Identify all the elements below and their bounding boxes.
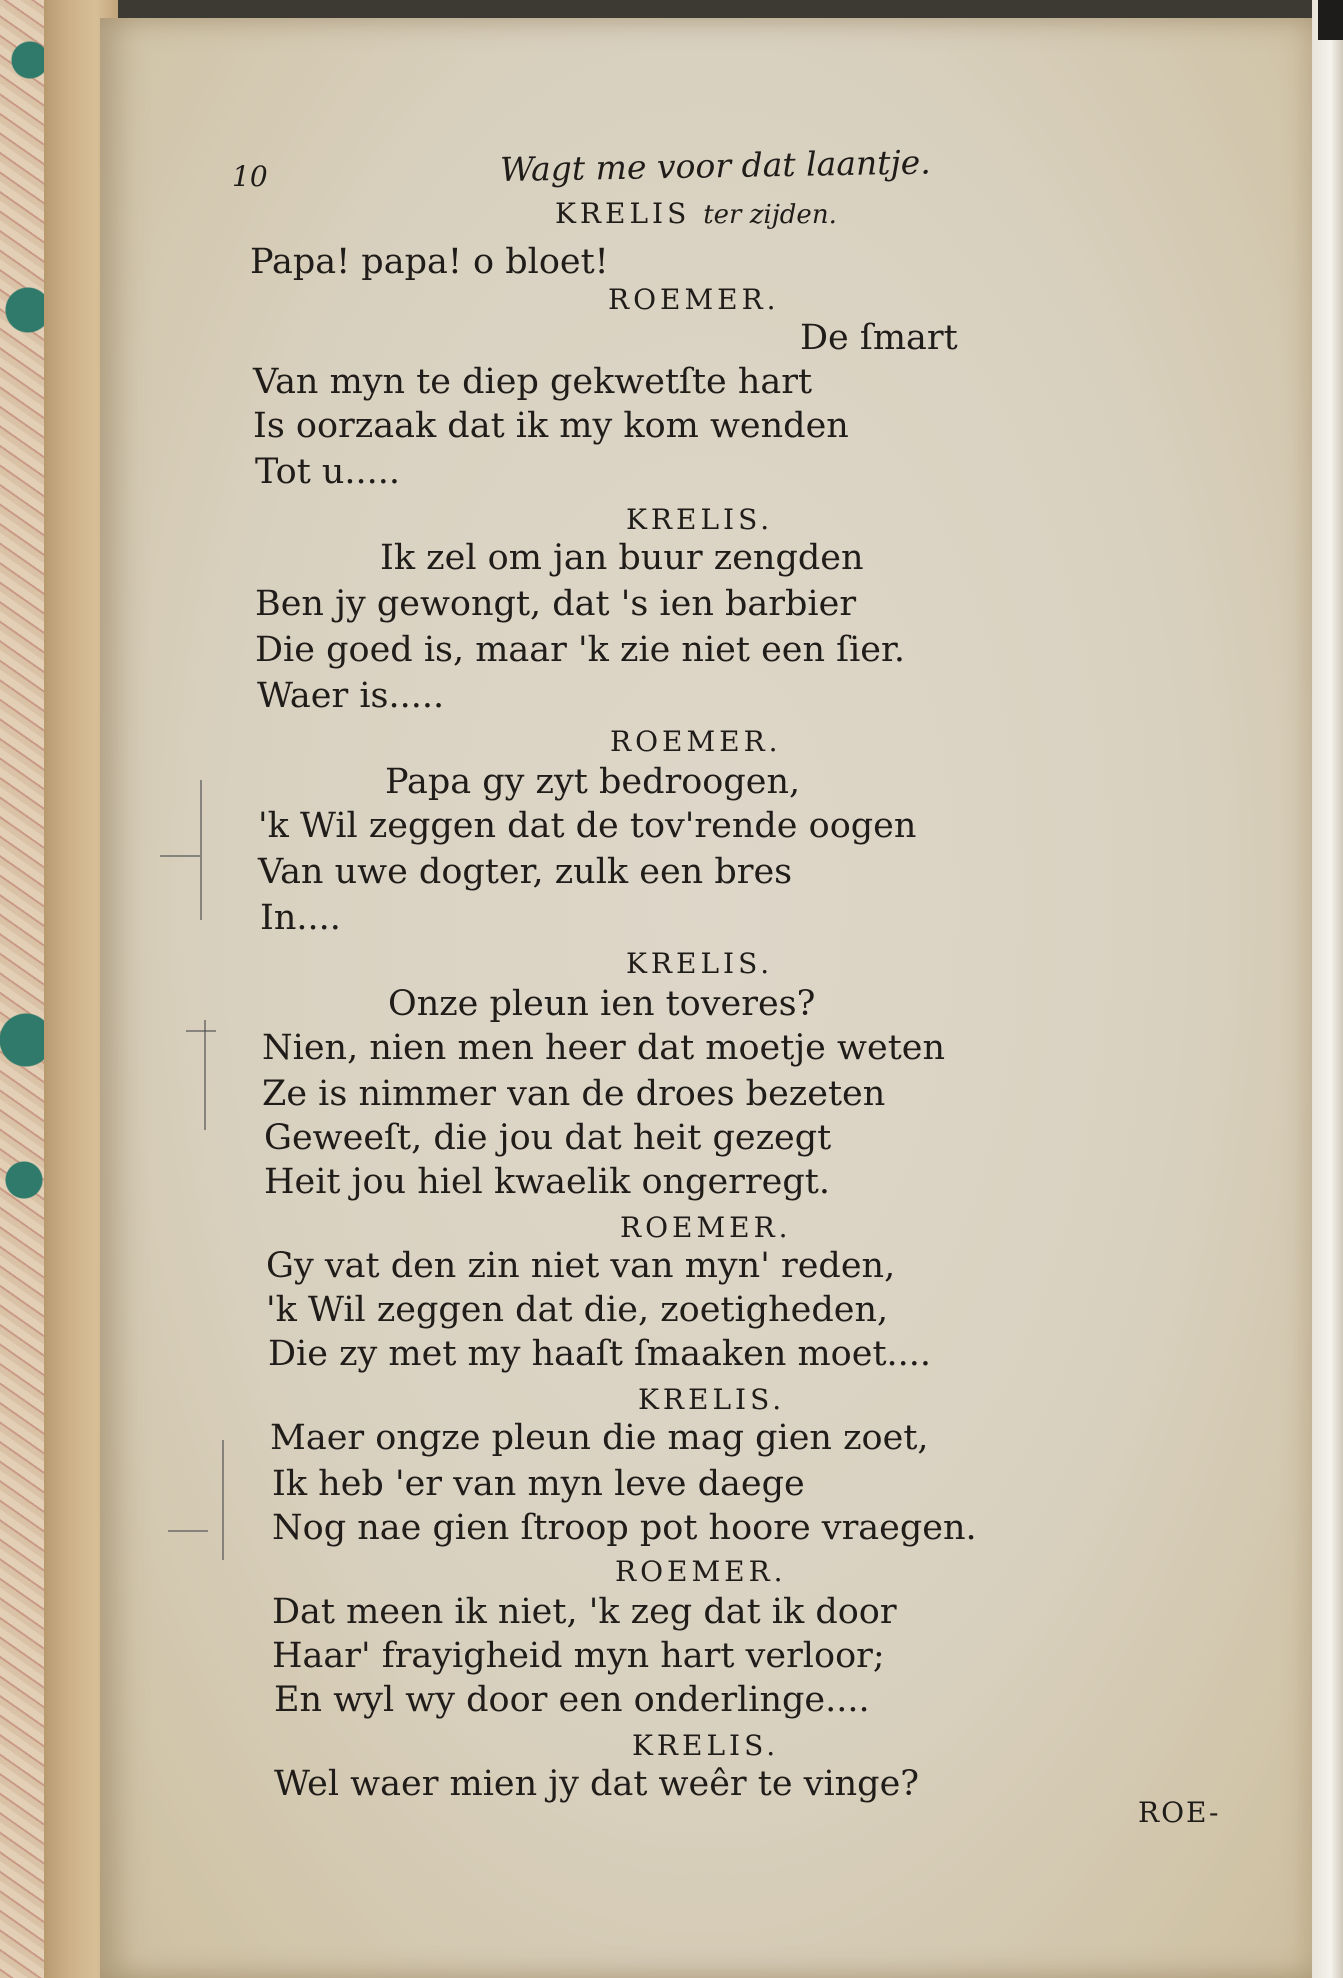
speaker-heading: KRELIS.	[638, 1383, 786, 1416]
verse-line: De ſmart	[800, 318, 958, 358]
verse-line: Nog nae gien ſtroop pot hoore vraegen.	[272, 1508, 977, 1548]
verse-line: Heit jou hiel kwaelik ongerregt.	[264, 1162, 830, 1202]
verse-line: Tot u.....	[255, 452, 401, 492]
verse-line: Van myn te diep gekwetſte hart	[253, 362, 813, 402]
speaker-heading: ROEMER.	[620, 1211, 792, 1244]
verse-line: Ik zel om jan buur zengden	[380, 538, 864, 578]
speaker-name: KRELIS	[555, 197, 704, 230]
verse-line: Van uwe dogter, zulk een bres	[258, 852, 793, 892]
verse-line: Gy vat den zin niet van myn' reden,	[266, 1246, 896, 1286]
verse-line: Maer ongze pleun die mag gien zoet,	[270, 1418, 929, 1458]
speaker-heading	[555, 194, 837, 235]
verse-line: Onze pleun ien toveres?	[388, 984, 816, 1024]
speaker-heading: ROEMER.	[615, 1555, 787, 1588]
verse-line: Ze is nimmer van de droes bezeten	[262, 1074, 886, 1114]
verse-line: 'k Wil zeggen dat de tov'rende oogen	[258, 806, 917, 846]
running-title: Wagt me voor dat laantje.	[499, 142, 932, 189]
verse-line: Papa gy zyt bedroogen,	[385, 762, 801, 802]
verse-line: Die goed is, maar 'k zie niet een ſier.	[255, 630, 906, 670]
speaker-heading: KRELIS.	[626, 503, 774, 536]
verse-line: Ik heb 'er van myn leve daege	[272, 1464, 805, 1504]
catchword: ROE-	[1138, 1796, 1221, 1829]
stage-direction: ter zijden.	[703, 200, 837, 230]
verse-line: Die zy met my haaſt ſmaaken moet....	[268, 1334, 932, 1374]
verse-line: Papa! papa! o bloet!	[250, 242, 609, 282]
verse-line: Wel waer mien jy dat weêr te vinge?	[274, 1764, 920, 1804]
verse-line: 'k Wil zeggen dat die, zoetigheden,	[266, 1290, 889, 1330]
verse-line: Is oorzaak dat ik my kom wenden	[253, 406, 849, 446]
verse-line: Waer is.....	[257, 676, 445, 716]
speaker-heading: ROEMER.	[610, 725, 782, 758]
verse-line: Nien, nien men heer dat moetje weten	[262, 1028, 946, 1068]
verse-line: Dat meen ik niet, 'k zeg dat ik door	[272, 1592, 897, 1632]
verse-line: Ben jy gewongt, dat 's ien barbier	[255, 584, 857, 624]
page-number: 10	[232, 160, 268, 193]
verse-line: Haar' frayigheid myn hart verloor;	[272, 1636, 885, 1676]
speaker-heading: ROEMER.	[608, 283, 780, 316]
speaker-heading: KRELIS.	[626, 947, 774, 980]
speaker-heading: KRELIS.	[632, 1729, 780, 1762]
verse-line: En wyl wy door een onderlinge....	[274, 1680, 870, 1720]
verse-line: In....	[260, 898, 341, 938]
verse-line: Geweeſt, die jou dat heit gezegt	[264, 1118, 832, 1158]
